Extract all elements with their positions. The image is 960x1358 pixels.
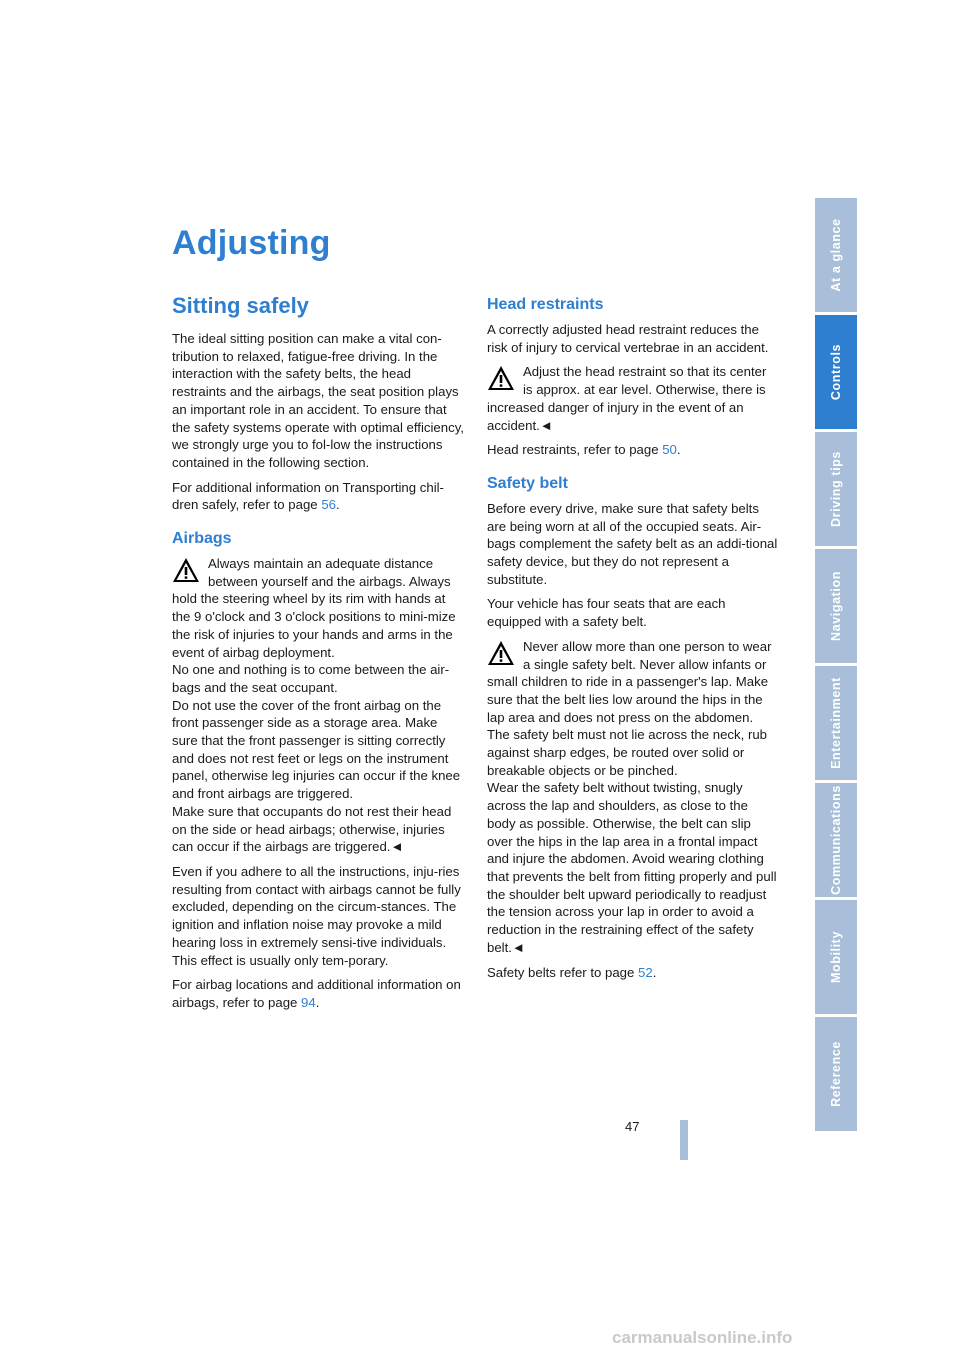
page-link-56[interactable]: 56: [321, 497, 336, 513]
intro-paragraph: The ideal sitting position can make a vital con-tribution to relaxed, fatigue-free driving. In the interaction with the safety belts, the head restraints and the airbags, the seat position plays an important role in an accident. To ensure that the safety systems operate with optimal efficiency, we strongly urge you to fol-low the instructions contained in the following section.: [172, 331, 464, 470]
page-number: 47: [625, 1119, 640, 1134]
tab-at-a-glance[interactable]: At a glance: [815, 198, 857, 315]
page-link-94[interactable]: 94: [301, 994, 316, 1010]
right-column: [487, 294, 779, 988]
airbags-paragraph-1: Even if you adhere to all the instructions, inju-ries resulting from contact with airbags cannot be fully excluded, depending on the circum-stances. The ignition and inflation noise may provoke a mild hearing loss in extremely sensi-tive individuals. This effect is usually only tem-porary.: [172, 863, 461, 968]
safety-belt-reference: Safety belts refer to page 52.: [487, 964, 657, 980]
tab-entertainment[interactable]: Entertainment: [815, 666, 857, 783]
chapter-tabs: [815, 198, 857, 1134]
safety-belt-paragraph-1: Before every drive, make sure that safety belts are being worn at all of the occupied seats. Air-bags complement the safety belt as an addi-tional safety device, but they do not represent a substitute.: [487, 500, 778, 587]
subheading-head-restraints: Head restraints: [487, 296, 604, 313]
tab-navigation[interactable]: Navigation: [815, 549, 857, 666]
head-restraints-warning: Adjust the head restraint so that its center is approx. at ear level. Otherwise, there is increased danger of injury in the event of an accident.◄: [487, 364, 767, 433]
tab-communications[interactable]: Communications: [815, 783, 857, 900]
airbags-paragraph-2: For airbag locations and additional information on airbags, refer to page 94.: [172, 977, 461, 1010]
warning-triangle-icon: [487, 365, 515, 391]
warning-triangle-icon: [172, 557, 200, 583]
airbags-warning: Always maintain an adequate distance between yourself and the airbags. Always hold the steering wheel by its rim with hands at the 9 o'clock and 3 o'clock positions to mini-mize the risk of injuries to your hands and arms in the event of airbag deployment. No one and nothing is to come between the air-bags and the seat occupant. Do not use the cover of the front airbag on the front passenger side as a storage area. Make sure that the front passenger is sitting correctly and does not rest feet or legs on the instrument panel, otherwise leg injuries can occur if the knee and front airbags are triggered. Make sure that occupants do not rest their head on the side or head airbags; otherwise, injuries can occur if the airbags are triggered.◄: [172, 556, 461, 855]
tab-mobility[interactable]: Mobility: [815, 900, 857, 1017]
head-restraints-paragraph: A correctly adjusted head restraint reduces the risk of injury to cervical vertebrae in an accident.: [487, 322, 769, 355]
tab-controls[interactable]: Controls: [815, 315, 857, 432]
tab-reference[interactable]: Reference: [815, 1017, 857, 1134]
subheading-airbags: Airbags: [172, 530, 232, 548]
safety-belt-paragraph-2: Your vehicle has four seats that are each equipped with a safety belt.: [487, 596, 726, 630]
head-restraints-reference: Head restraints, refer to page 50.: [487, 442, 681, 458]
left-column: [172, 292, 464, 1019]
transport-paragraph: For additional information on Transporting chil-dren safely, refer to page 56.: [172, 479, 444, 513]
subheading-safety-belt: Safety belt: [487, 474, 568, 492]
page-link-50[interactable]: 50: [662, 442, 677, 458]
section-heading-sitting-safely: Sitting safely: [172, 293, 309, 318]
warning-triangle-icon: [487, 640, 515, 666]
safety-belt-warning: Never allow more than one person to wear a single safety belt. Never allow infants or small children to ride in a passenger's lap. Make sure that the belt lies low around the hips in the lap area and does not press on the abdomen. The safety belt must not lie across the neck, rub against sharp edges, be routed over solid or breakable objects or be pinched. Wear the safety belt without twisting, snugly across the lap and shoulders, as close to the body as possible. Otherwise, the belt can slip over the hips in the lap area in a frontal impact and injure the abdomen. Avoid wearing clothing that prevents the belt from fitting properly and pull the shoulder belt upward periodically to readjust the tension across your lap in order to avoid a reduction in the restraining effect of the safety belt.◄: [487, 638, 777, 955]
tab-driving-tips[interactable]: Driving tips: [815, 432, 857, 549]
page-link-52[interactable]: 52: [638, 964, 653, 980]
page-title: Adjusting: [172, 224, 331, 262]
watermark: carmanualsonline.info: [612, 1328, 793, 1347]
page-number-bar: [680, 1120, 688, 1160]
